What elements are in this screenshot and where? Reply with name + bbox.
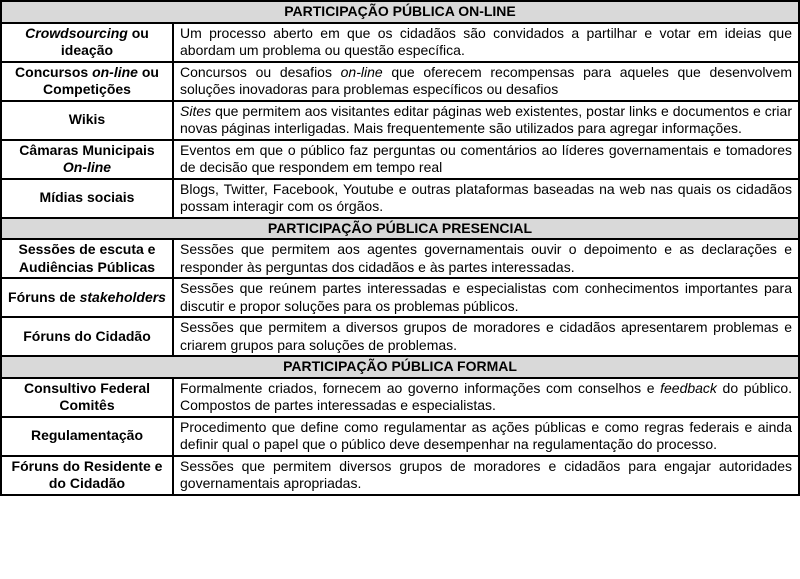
section-header-presencial: PARTICIPAÇÃO PÚBLICA PRESENCIAL <box>1 218 799 240</box>
desc-cell-midias-sociais: Blogs, Twitter, Facebook, Youtube e outras plataformas baseadas na web nas quais os cidadãos possam interagir com os órgãos. <box>173 179 799 218</box>
desc-cell-consultivo-federal: Formalmente criados, fornecem ao governo informações com conselhos e feedback do público. Compostos de partes interessadas e especialistas. <box>173 378 799 417</box>
term-cell-midias-sociais: Mídias sociais <box>1 179 173 218</box>
desc-cell-foruns-residente: Sessões que permitem diversos grupos de moradores e cidadãos para engajar autoridades governamentais apropriadas. <box>173 456 799 495</box>
table-row <box>1 140 799 179</box>
section-header-row <box>1 218 799 240</box>
term-cell-foruns-cidadao: Fóruns do Cidadão <box>1 317 173 356</box>
section-header-formal: PARTICIPAÇÃO PÚBLICA FORMAL <box>1 356 799 378</box>
term-cell-regulamentacao: Regulamentação <box>1 417 173 456</box>
desc-cell-foruns-cidadao: Sessões que permitem a diversos grupos de moradores e cidadãos apresentarem problemas e criarem grupos para soluções de problemas. <box>173 317 799 356</box>
term-cell-sessoes-escuta: Sessões de escuta e Audiências Públicas <box>1 239 173 278</box>
section-header-row <box>1 356 799 378</box>
desc-cell-sessoes-escuta: Sessões que permitem aos agentes governamentais ouvir o depoimento e as declarações e responder às perguntas dos cidadãos e às partes interessadas. <box>173 239 799 278</box>
desc-cell-camaras: Eventos em que o público faz perguntas ou comentários ao líderes governamentais e tomadores de decisão que respondem em tempo real <box>173 140 799 179</box>
desc-cell-regulamentacao: Procedimento que define como regulamentar as ações públicas e como regras federais e ainda definir qual o papel que o público deve desempenhar na regulamentação do processo. <box>173 417 799 456</box>
term-cell-concursos: Concursos on-line ou Competições <box>1 62 173 101</box>
term-cell-consultivo-federal: Consultivo Federal Comitês <box>1 378 173 417</box>
table-row <box>1 62 799 101</box>
table-row <box>1 179 799 218</box>
desc-cell-crowdsourcing: Um processo aberto em que os cidadãos são convidados a partilhar e votar em ideias que abordam um problema ou questão específica. <box>173 23 799 62</box>
desc-cell-wikis: Sites que permitem aos visitantes editar páginas web existentes, postar links e documentos e criar novas páginas interligadas. Mais frequentemente são utilizados para agregar informações. <box>173 101 799 140</box>
term-cell-foruns-residente: Fóruns do Residente e do Cidadão <box>1 456 173 495</box>
term-cell-wikis: Wikis <box>1 101 173 140</box>
term-cell-foruns-stakeholders: Fóruns de stakeholders <box>1 278 173 317</box>
table-row <box>1 456 799 495</box>
table-row <box>1 101 799 140</box>
section-header-row <box>1 1 799 23</box>
table-row <box>1 417 799 456</box>
table-row <box>1 378 799 417</box>
desc-cell-foruns-stakeholders: Sessões que reúnem partes interessadas e especialistas com conhecimentos importantes para discutir e propor soluções para os problemas públicos. <box>173 278 799 317</box>
table-row <box>1 317 799 356</box>
term-cell-camaras: Câmaras Municipais On-line <box>1 140 173 179</box>
term-cell-crowdsourcing: Crowdsourcing ou ideação <box>1 23 173 62</box>
desc-cell-concursos: Concursos ou desafios on-line que oferecem recompensas para aqueles que desenvolvem soluções inovadoras para problemas específicos ou desafios <box>173 62 799 101</box>
table-row <box>1 278 799 317</box>
table-row <box>1 239 799 278</box>
table-row <box>1 23 799 62</box>
section-header-online: PARTICIPAÇÃO PÚBLICA ON-LINE <box>1 1 799 23</box>
